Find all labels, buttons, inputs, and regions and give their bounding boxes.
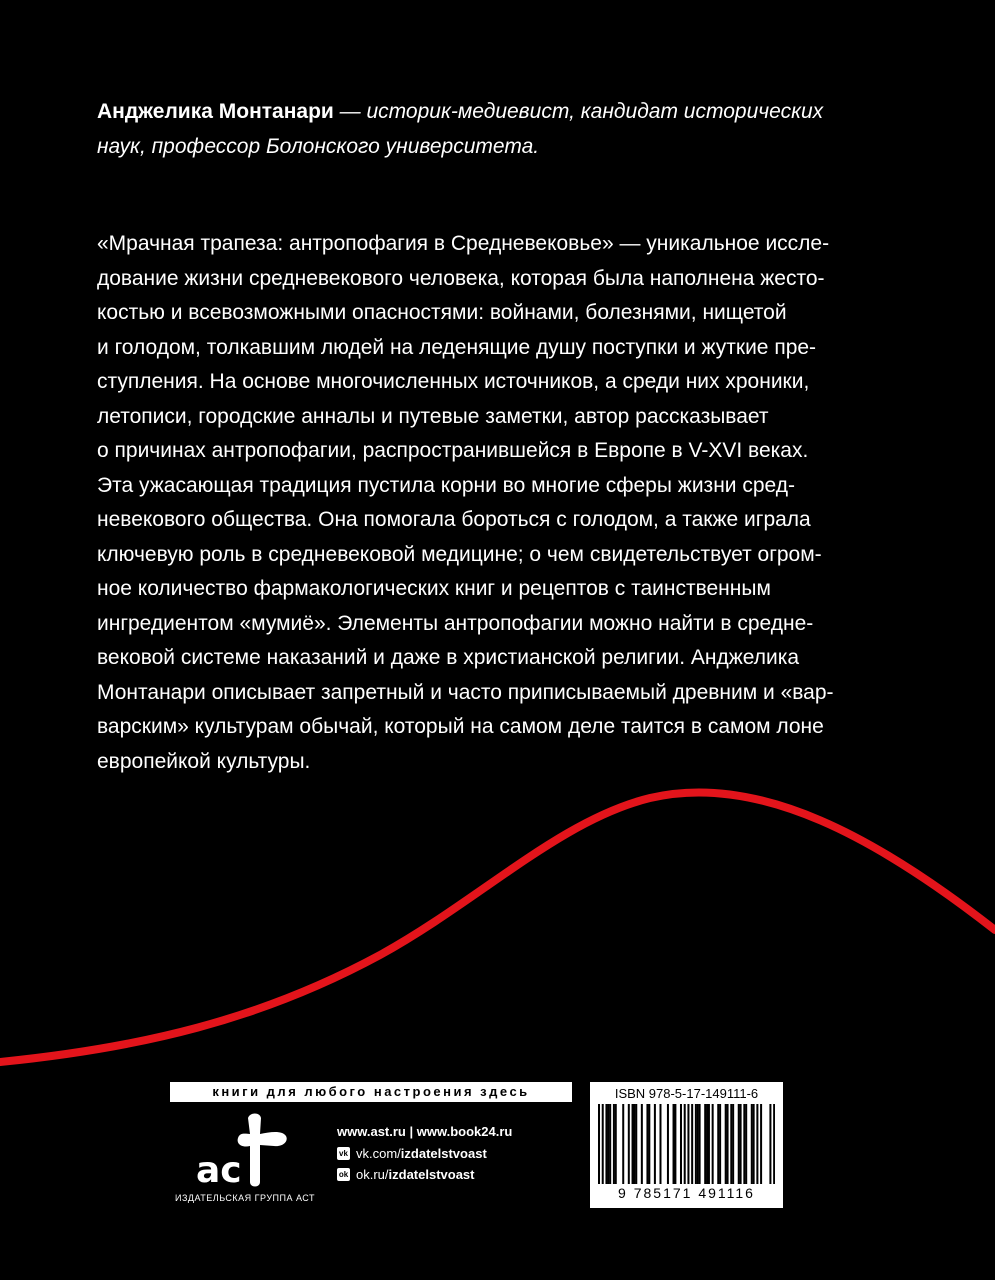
barcode-bar bbox=[598, 1104, 600, 1184]
vk-link[interactable] bbox=[337, 1143, 512, 1164]
ok-prefix: ok.ru/ bbox=[356, 1167, 389, 1182]
red-swoosh-line bbox=[0, 792, 995, 1062]
annotation-line: варским» культурам обычай, который на самом деле таится в самом лоне bbox=[97, 715, 824, 738]
annotation-line: ингредиентом «мумиё». Элементы антропофагии можно найти в средне- bbox=[97, 611, 814, 635]
barcode-bar bbox=[667, 1104, 669, 1184]
barcode-bar bbox=[633, 1104, 635, 1184]
red-swoosh-decoration bbox=[0, 780, 995, 1080]
ok-icon: ok bbox=[338, 1170, 349, 1179]
website-links[interactable]: www.ast.ru | www.book24.ru bbox=[337, 1124, 513, 1139]
barcode-bar bbox=[641, 1104, 643, 1184]
author-description: — историк-медиевист, кандидат исторических наук, профессор Болонского университета. bbox=[97, 100, 824, 158]
vk-icon: vk bbox=[337, 1147, 350, 1160]
barcode-bar bbox=[725, 1104, 727, 1184]
barcode-bar bbox=[613, 1104, 615, 1184]
barcode-bar bbox=[745, 1104, 747, 1184]
barcode-bar bbox=[609, 1104, 611, 1184]
author-name: Анджелика Монтанари bbox=[97, 100, 334, 123]
barcode-bar bbox=[760, 1104, 762, 1184]
ast-logo bbox=[170, 1110, 320, 1210]
annotation-line: вековой системе наказаний и даже в христианской религии. Анджелика bbox=[97, 646, 800, 669]
barcode-bar bbox=[706, 1104, 708, 1184]
barcode-bar bbox=[740, 1104, 742, 1184]
barcode-bar bbox=[756, 1104, 758, 1184]
annotation-line: Монтанари описывает запретный и часто приписываемый древним и «вар- bbox=[97, 680, 834, 704]
book-annotation bbox=[97, 227, 897, 779]
barcode-bar bbox=[605, 1104, 607, 1184]
barcode-bar bbox=[607, 1104, 609, 1184]
barcode-bar bbox=[773, 1104, 775, 1184]
barcode-bar bbox=[753, 1104, 755, 1184]
barcode-bar bbox=[602, 1104, 604, 1184]
annotation-line: невекового общества. Она помогала бороться с голодом, а также играла bbox=[97, 508, 811, 531]
barcode-bar bbox=[697, 1104, 699, 1184]
barcode-bar bbox=[632, 1104, 634, 1184]
barcode-bar bbox=[673, 1104, 675, 1184]
annotation-line: дование жизни средневекового человека, которая была наполнена жесто- bbox=[97, 266, 825, 290]
vk-handle: izdatelstvoast bbox=[400, 1146, 487, 1161]
barcode-bar bbox=[717, 1104, 719, 1184]
barcode-bar bbox=[659, 1104, 661, 1184]
barcode-bar bbox=[687, 1104, 689, 1184]
annotation-line: и голодом, толкавшим людей на леденящие душу поступки и жуткие пре- bbox=[97, 335, 817, 359]
svg-text:ac: ac bbox=[196, 1150, 242, 1191]
isbn-text: ISBN 978-5-17-149111-6 bbox=[614, 1086, 759, 1101]
barcode-bar bbox=[704, 1104, 706, 1184]
barcode-bar bbox=[654, 1104, 656, 1184]
annotation-line: «Мрачная трапеза: антропофагия в Средневековье» — уникальное иссле- bbox=[97, 232, 830, 255]
barcode-bar bbox=[708, 1104, 710, 1184]
ok-link[interactable] bbox=[337, 1164, 512, 1185]
barcode-bar bbox=[691, 1104, 693, 1184]
barcode-bars bbox=[598, 1104, 775, 1184]
annotation-line: европейкой культуры. bbox=[97, 749, 311, 773]
barcode-bar bbox=[674, 1104, 676, 1184]
logo-caption: ИЗДАТЕЛЬСКАЯ ГРУППА АСТ bbox=[174, 1193, 315, 1203]
ast-logo-mark bbox=[190, 1110, 300, 1192]
barcode-bar bbox=[635, 1104, 637, 1184]
author-bio bbox=[97, 94, 857, 164]
annotation-line: костью и всевозможными опасностями: войнами, болезнями, нищетой bbox=[97, 301, 787, 324]
barcode-bar bbox=[732, 1104, 734, 1184]
barcode-bar bbox=[646, 1104, 648, 1184]
barcode-bar bbox=[622, 1104, 624, 1184]
annotation-line: о причинах антропофагии, распространившейся в Европе в V-XVI веках. bbox=[97, 439, 809, 462]
barcode-bar bbox=[648, 1104, 650, 1184]
barcode-bar bbox=[727, 1104, 729, 1184]
publisher-links bbox=[337, 1121, 512, 1185]
annotation-line: ное количество фармакологических книг и рецептов с таинственным bbox=[97, 577, 771, 600]
annotation-line: Эта ужасающая традиция пустила корни во многие сферы жизни сред- bbox=[97, 473, 795, 497]
barcode-bar bbox=[615, 1104, 617, 1184]
barcode-bar bbox=[719, 1104, 721, 1184]
barcode-bar bbox=[695, 1104, 697, 1184]
barcode-bar bbox=[684, 1104, 686, 1184]
barcode-bar bbox=[628, 1104, 630, 1184]
annotation-line: ступления. На основе многочисленных источников, а среди них хроники, bbox=[97, 370, 810, 393]
annotation-line: летописи, городские анналы и путевые заметки, автор рассказывает bbox=[97, 404, 769, 428]
barcode-bar bbox=[743, 1104, 745, 1184]
barcode-bar bbox=[712, 1104, 714, 1184]
barcode-bar bbox=[730, 1104, 732, 1184]
publisher-tagline: книги для любого настроения здесь bbox=[170, 1082, 572, 1102]
barcode-bar bbox=[751, 1104, 753, 1184]
annotation-line: ключевую роль в средневековой медицине; о чем свидетельствует огром- bbox=[97, 542, 822, 566]
barcode bbox=[590, 1082, 783, 1208]
barcode-bar bbox=[769, 1104, 771, 1184]
barcode-bar bbox=[699, 1104, 701, 1184]
ok-handle: izdatelstvoast bbox=[388, 1167, 475, 1182]
vk-prefix: vk.com/ bbox=[356, 1146, 401, 1161]
barcode-bar bbox=[680, 1104, 682, 1184]
barcode-bar bbox=[738, 1104, 740, 1184]
barcode-digits: 9 785171 491116 bbox=[618, 1185, 755, 1201]
